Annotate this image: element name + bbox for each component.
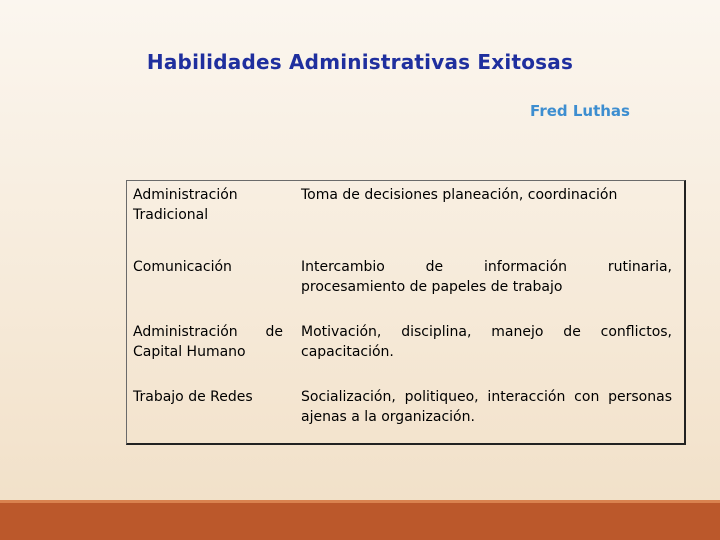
- row-description-line: capacitación.: [301, 344, 394, 360]
- row-description-line: ajenas a la organización.: [301, 409, 475, 425]
- row-category-line: Administración: [133, 187, 238, 203]
- row-description: [301, 185, 672, 205]
- row-category: [133, 185, 283, 225]
- row-description-line: Toma de decisiones planeación, coordinación: [301, 187, 618, 203]
- row-category-line: Trabajo de Redes: [133, 389, 253, 405]
- row-description-line: procesamiento de papeles de trabajo: [301, 279, 563, 295]
- row-category-line: Tradicional: [133, 207, 209, 223]
- row-category-line: Comunicación: [133, 259, 232, 275]
- row-category: [133, 387, 283, 407]
- skills-table: [126, 180, 686, 445]
- row-description-line: Motivación, disciplina, manejo de conflictos,: [301, 324, 672, 340]
- row-description-line: Intercambio de información rutinaria,: [301, 259, 672, 275]
- row-category-line: Capital Humano: [133, 344, 246, 360]
- row-category-line: Administración de: [133, 324, 283, 340]
- row-description: [301, 387, 672, 427]
- row-description: [301, 322, 672, 362]
- row-description-line: Socialización, politiqueo, interacción con personas: [301, 389, 672, 405]
- row-description: [301, 257, 672, 297]
- footer-bar: [0, 500, 720, 540]
- slide-title: Habilidades Administrativas Exitosas: [146, 50, 574, 74]
- slide-subtitle: Fred Luthas: [530, 102, 630, 120]
- row-category: [133, 322, 283, 362]
- row-category: [133, 257, 283, 277]
